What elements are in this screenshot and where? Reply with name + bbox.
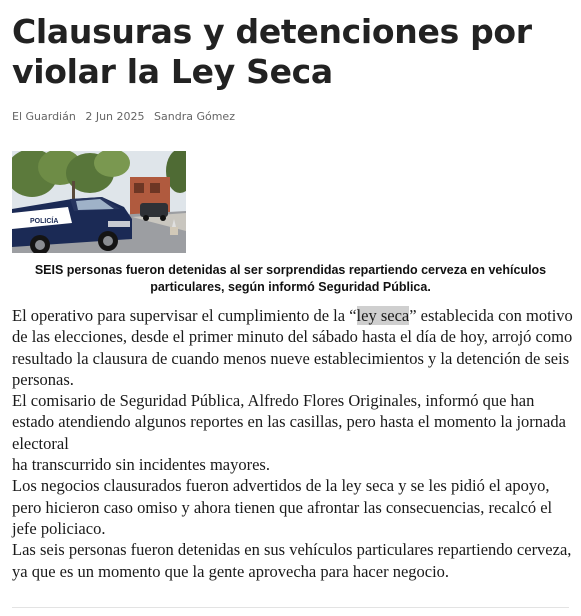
paragraph-1-before: El operativo para supervisar el cumplimiento de la “ [12, 306, 357, 325]
article-meta [12, 110, 241, 123]
police-truck-photo [12, 151, 186, 253]
author-name[interactable]: Sandra Gómez [154, 110, 235, 123]
paragraph-1 [12, 305, 574, 390]
source-name[interactable]: El Guardián [12, 110, 76, 123]
divider [12, 607, 569, 608]
paragraph-3: ha transcurrido sin incidentes mayores. [12, 455, 270, 475]
paragraph-1-after: ” establecida con motivo de las elecciones, desde el primer minuto del sábado hasta el día de hoy, arrojó como resultado la clausura de cuando menos nueve establecimientos y la detención de seis personas. [12, 306, 573, 389]
publish-date: 2 Jun 2025 [85, 110, 145, 123]
paragraph-4: Los negocios clausurados fueron advertidos de la ley seca y se les pidió el apoyo, pero hicieron caso omiso y ahora tienen que afrontar las consecuencias, recalcó el jefe policiaco. [12, 476, 553, 538]
article-title: Clausuras y detenciones por violar la Ley Seca [12, 12, 532, 91]
article-photo[interactable] [12, 151, 186, 253]
paragraph-5: Las seis personas fueron detenidas en sus vehículos particulares repartiendo cerveza, ya que es un momento que la gente aprovecha para hacer negocio. [12, 540, 572, 581]
highlighted-term: ley seca [356, 306, 410, 325]
svg-text:POLICÍA: POLICÍA [30, 218, 59, 225]
photo-caption: SEIS personas fueron detenidas al ser sorprendidas repartiendo cerveza en vehículos particulares, según informó Seguridad Pública. [34, 263, 547, 294]
paragraph-2: El comisario de Seguridad Pública, Alfredo Flores Originales, informó que han estado atendiendo algunos reportes en las casillas, pero hasta el momento la jornada electoral [12, 391, 566, 453]
article-body [12, 305, 574, 582]
